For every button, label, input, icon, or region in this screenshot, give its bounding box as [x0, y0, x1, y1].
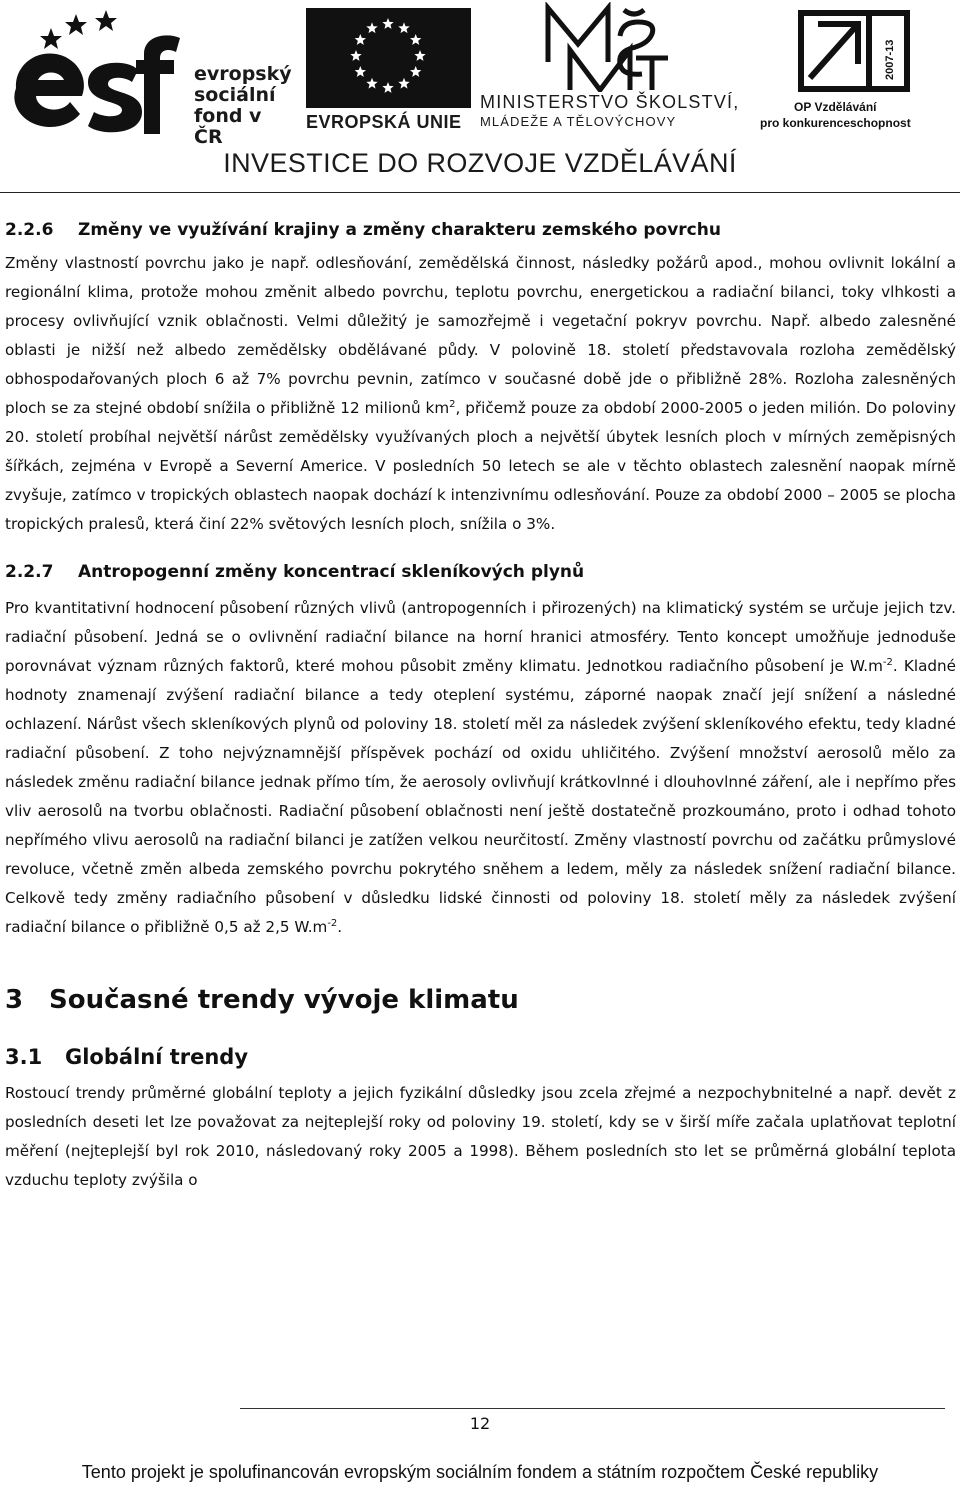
paragraph-text-part: , přičemž pouze za období 2000-2005 o jeden milión. Do poloviny 20. století probíhal největší nárůst zemědělsky využívaných ploch a největší úbytek lesních ploch v mírných zeměpisných šířkách, zejména v Evropě a Severní Americe. V posledních 50 letech se ale v těchto oblastech zalesnění naopak mírně zvyšuje, zatímco v tropických oblastech naopak dochází k intenzivnímu odlesňování. Pouze za období 2000 – 2005 se plocha tropických pralesů, která činí 22% světových lesních ploch, snížila o 3%. [5, 399, 956, 533]
footer-divider [240, 1408, 945, 1409]
paragraph-text-part: Změny vlastností povrchu jako je např. odlesňování, zemědělská činnost, následky požárů apod., mohou ovlivnit lokální a regionální klima, protože mohou změnit albedo povrchu, teplotu povrchu, energetickou a radiační bilanci, toky vlhkosti a procesy ovlivňující vznik oblačnosti. [5, 254, 956, 330]
op-badge-years: 2007-13 [884, 39, 896, 80]
section-number: 2.2.7 [5, 562, 54, 582]
section-title: Antropogenní změny koncentrací skleníkových plynů [78, 562, 585, 582]
section-title: Změny ve využívání krajiny a změny charakteru zemského povrchu [78, 220, 721, 240]
esf-line-2: sociální [194, 84, 276, 106]
section-3-1-paragraph [5, 1079, 956, 1195]
header-divider [0, 192, 960, 193]
paragraph-text-part: Velmi důležitý je samozřejmě i vegetační pokryv povrchu. Např. albedo zalesněné oblasti je nižší než albedo zemědělsky obdělávané půdy. V polovině 18. století představovala rozloha zemědělský obhospodařovaných ploch 6 až 7% povrchu pevnin, zatímco v současné době jde o přibližně 28%. Rozloha zalesněných ploch se za stejné období snížila o přibližně 12 milionů km [5, 312, 956, 417]
op-title: OP Vzdělávání [794, 100, 877, 114]
section-2-2-7-heading [5, 560, 956, 584]
page-header [0, 0, 960, 195]
superscript: 2 [449, 399, 456, 410]
superscript: -2 [327, 918, 338, 929]
paragraph-text-part: . [337, 918, 343, 936]
paragraph-text-part: Rostoucí trendy průměrné globální teploty a jejich fyzikální důsledky jsou zcela zřejmé a nezpochybnitelné a např. devět z posledních deseti let lze považovat za nejteplejší roky od poloviny 19. století, kdy se v širší míře začala uplatňovat teplotní měření (nejteplejší byl rok 2010, následovaný roky 2005 a 1998). Během posledních sto let se průměrná globální teplota vzduchu teploty zvýšila o [5, 1084, 956, 1189]
chapter-number: 3 [5, 985, 24, 1015]
msmt-monogram-icon [540, 2, 670, 92]
section-number: 2.2.6 [5, 220, 54, 240]
section-2-2-7-paragraph [5, 594, 956, 942]
paragraph-text-part: Pro kvantitativní hodnocení působení různých vlivů (antropogenních i přirozených) na klimatický systém se určuje jejich tzv. radiační působení. Jedná se o ovlivnění radiační bilance na horní hranici atmosféry. Tento koncept umožňuje jednoduše porovnávat význam různých faktorů, které mohou působit změny klimatu. Jednotkou radiačního působení je W.m [5, 599, 956, 675]
eu-caption: EVROPSKÁ UNIE [306, 112, 462, 132]
esf-mark-icon [6, 8, 191, 138]
eu-flag-icon [306, 8, 471, 108]
esf-line-1: evropský [194, 63, 292, 85]
msmt-logo [478, 2, 753, 137]
paragraph-text-part: . Kladné hodnoty znamenají zvýšení radiační bilance a tedy oteplení systému, záporné naopak značí její snížení a následné ochlazení. Nárůst všech skleníkových plynů od poloviny 18. století měl za následek zvýšení skleníkového efektu, tedy kladné radiační působení. Z toho nejvýznamnější příspěvek pochází od oxidu uhličitého. Zvýšení množství aerosolů mělo za následek změnu radiační bilance jednak přímo tím, že aerosoly ovlivňují krátkovlnné i dlouhovlnné záření, ale i nepřímo přes vliv aerosolů na tvorbu oblačnosti. Radiační působení oblačnosti není ještě dostatečně prozkoumáno, proto i odhad tohoto nepřímého vlivu aerosolů na radiační bilanci je zatížen velkou neurčitostí. Změny vlastností povrchu od začátku průmyslové revoluce, včetně změn albeda zemského povrchu pokrytého sněhem a ledem, měly za následek snížení radiační bilance. Celkově tedy změny radiačního působení v důsledku lidské činnosti od poloviny 18. století měly za následek zvýšení radiační bilance o přibližně 0,5 až 2,5 W.m [5, 657, 956, 936]
section-3-1-heading [5, 1043, 956, 1071]
esf-logo [6, 8, 296, 148]
page-number: 12 [469, 1414, 491, 1433]
op-subtitle: pro konkurenceschopnost [760, 116, 911, 130]
section-2-2-6-paragraph [5, 249, 956, 539]
section-number: 3.1 [5, 1045, 43, 1069]
section-2-2-6-heading [5, 218, 956, 242]
esf-logo-text [194, 64, 296, 148]
esf-line-3: fond v ČR [194, 105, 262, 148]
op-logo [760, 10, 950, 135]
op-badge-icon [798, 10, 910, 92]
document-body [5, 218, 956, 1195]
section-title: Globální trendy [65, 1045, 249, 1069]
eu-logo [306, 8, 471, 138]
investice-banner: INVESTICE DO ROZVOJE VZDĚLÁVÁNÍ [223, 148, 737, 178]
chapter-title: Současné trendy vývoje klimatu [49, 985, 519, 1015]
msmt-title: MINISTERSTVO ŠKOLSTVÍ, [480, 92, 740, 112]
footer-funding-note: Tento projekt je spolufinancován evropským sociálním fondem a státním rozpočtem České republiky [81, 1462, 879, 1482]
msmt-subtitle: MLÁDEŽE A TĚLOVÝCHOVY [480, 114, 677, 129]
chapter-3-heading [5, 983, 956, 1017]
superscript: -2 [882, 657, 893, 668]
